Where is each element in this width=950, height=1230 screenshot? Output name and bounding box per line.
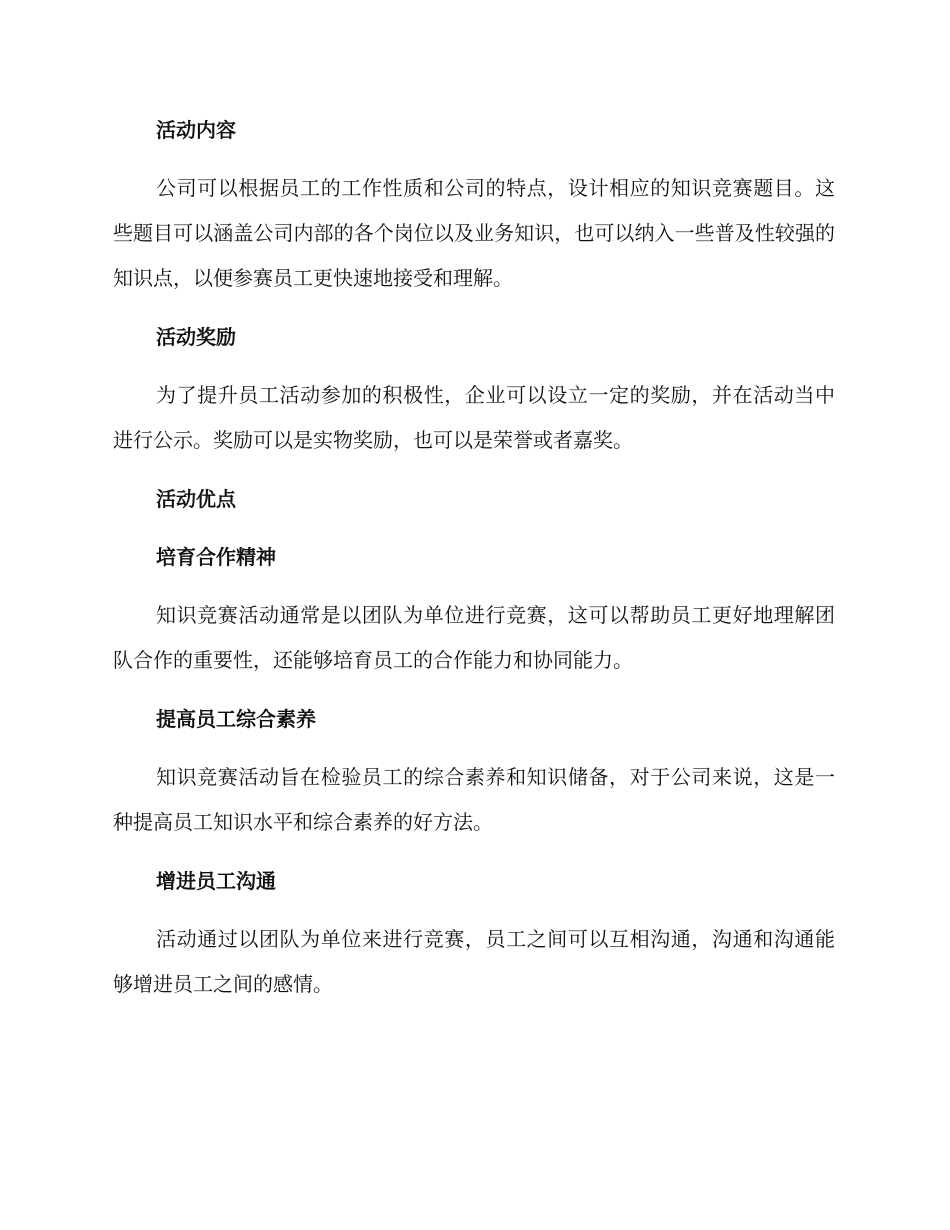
- section-heading-activity-content: 活动内容: [156, 118, 236, 142]
- section-body-competence: 知识竞赛活动旨在检验员工的综合素养和知识储备，对于公司来说，这是一种提高员工知识水平和综合素养的好方法。: [113, 765, 835, 834]
- section-heading-activity-reward: 活动奖励: [156, 325, 236, 349]
- section-heading-competence: 提高员工综合素养: [156, 707, 316, 731]
- section-body-teamwork: 知识竞赛活动通常是以团队为单位进行竞赛，这可以帮助员工更好地理解团队合作的重要性，还能够培育员工的合作能力和协同能力。: [113, 603, 835, 672]
- section-heading-teamwork: 培育合作精神: [156, 545, 276, 569]
- section-body-activity-content: 公司可以根据员工的工作性质和公司的特点，设计相应的知识竞赛题目。这些题目可以涵盖公司内部的各个岗位以及业务知识，也可以纳入一些普及性较强的知识点，以便参赛员工更快速地接受和理解。: [113, 176, 835, 290]
- section-body-activity-reward: 为了提升员工活动参加的积极性，企业可以设立一定的奖励，并在活动当中进行公示。奖励可以是实物奖励，也可以是荣誉或者嘉奖。: [113, 383, 835, 452]
- section-heading-activity-advantages: 活动优点: [156, 487, 236, 511]
- document-page: [113, 108, 835, 1021]
- section-heading-communication: 增进员工沟通: [156, 869, 276, 893]
- section-body-communication: 活动通过以团队为单位来进行竞赛，员工之间可以互相沟通，沟通和沟通能够增进员工之间的感情。: [113, 927, 835, 996]
